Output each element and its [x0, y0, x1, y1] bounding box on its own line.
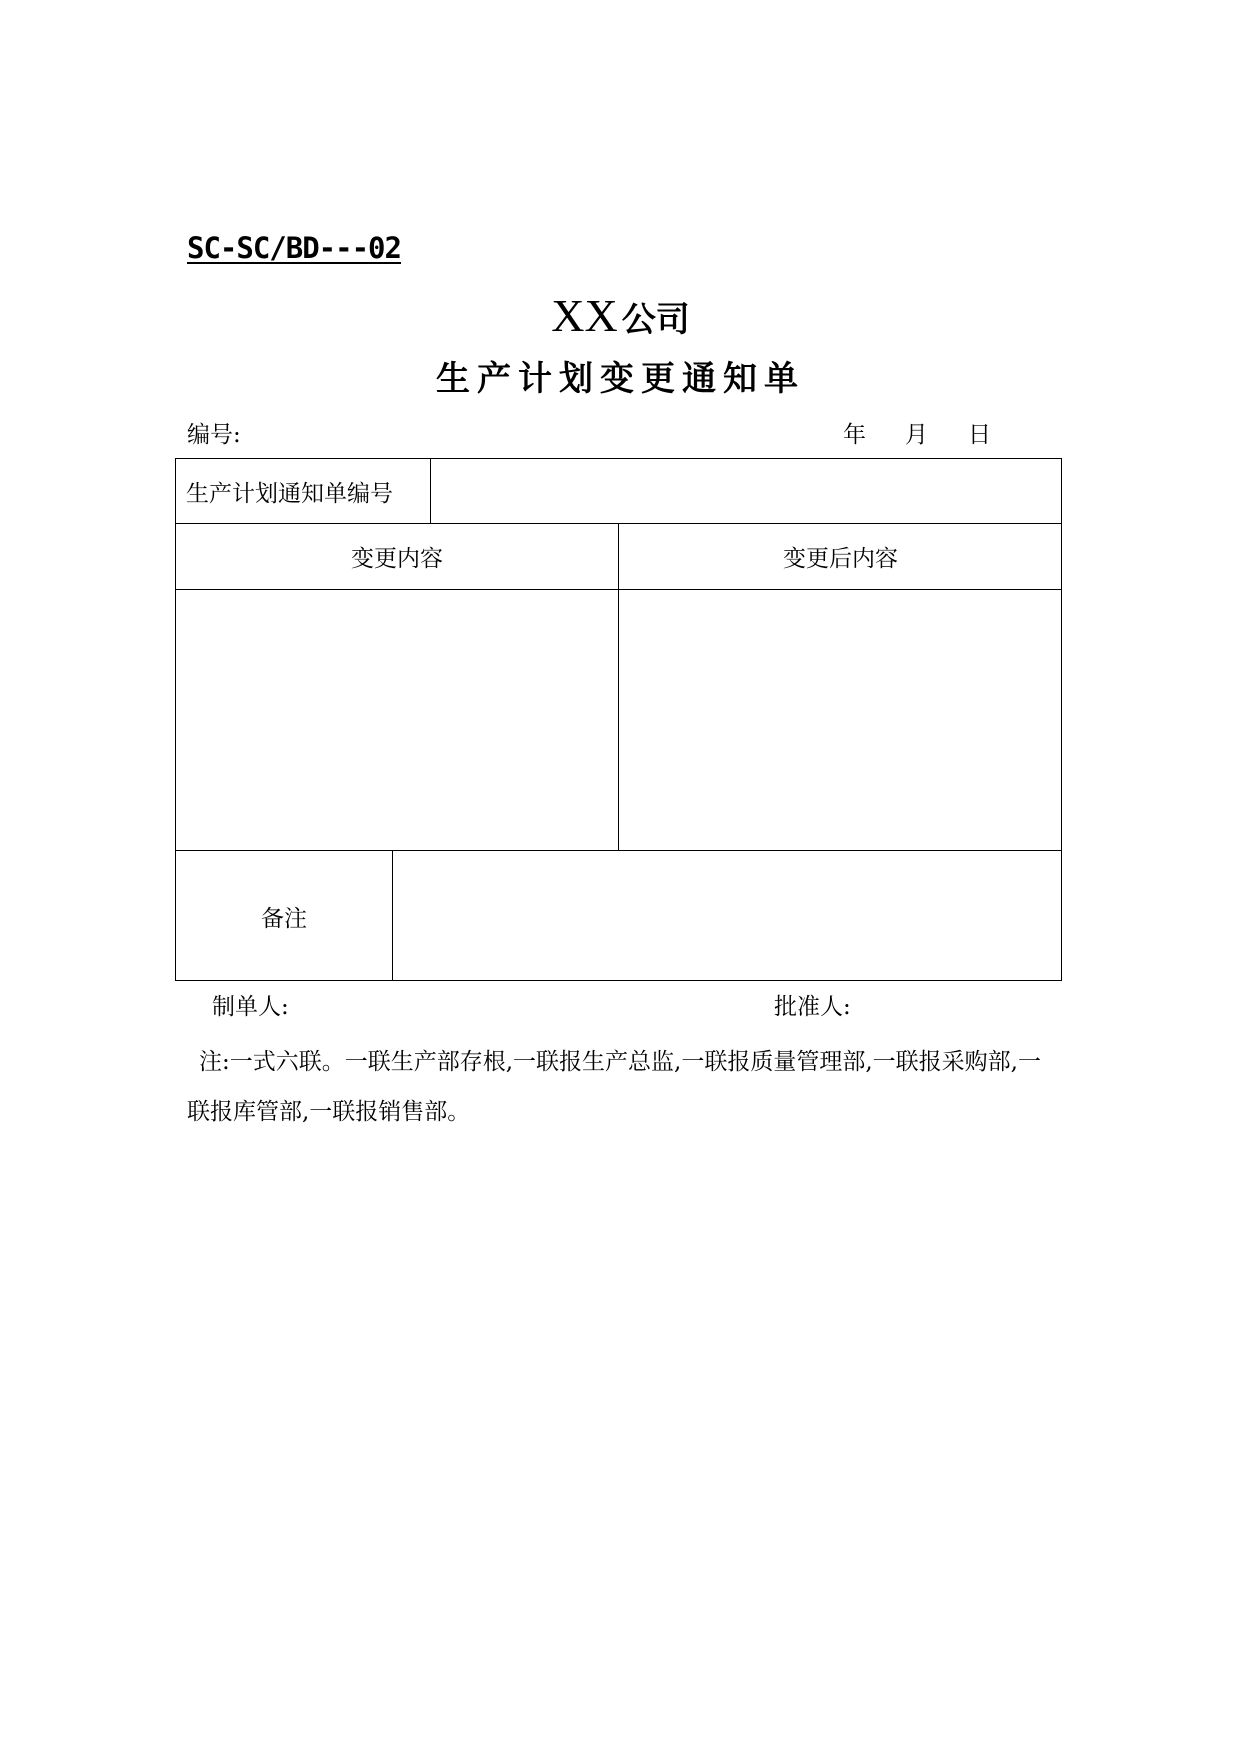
changed-content-header: 变更后内容	[783, 545, 898, 572]
change-content-header: 变更内容	[351, 545, 443, 572]
plan-notice-number-label: 生产计划通知单编号	[186, 480, 393, 507]
company-name: 公司	[621, 300, 690, 340]
signers-line	[212, 990, 1072, 1024]
remarks-label: 备注	[261, 905, 307, 932]
month-label: 月	[905, 422, 928, 448]
company-prefix: XX	[551, 290, 618, 341]
approved-by-label: 批准人:	[774, 994, 851, 1020]
company-title	[0, 286, 1241, 356]
year-label: 年	[843, 422, 866, 448]
remarks-field[interactable]	[394, 852, 1061, 980]
col-divider-remarks	[392, 850, 393, 980]
row-divider-3	[176, 850, 1061, 851]
plan-notice-number-field[interactable]	[432, 459, 1061, 523]
col-divider-content	[618, 523, 619, 850]
col-divider-row1	[430, 459, 431, 523]
prepared-by-label: 制单人:	[212, 994, 289, 1020]
meta-line	[187, 418, 1047, 452]
form-title: 生产计划变更通知单	[436, 359, 805, 399]
change-notice-table	[175, 458, 1062, 981]
change-content-field[interactable]	[176, 591, 618, 850]
document-code: SC-SC/BD---02	[187, 231, 401, 265]
day-label: 日	[968, 422, 991, 448]
number-label: 编号:	[187, 422, 241, 448]
changed-content-field[interactable]	[620, 591, 1061, 850]
distribution-note: 注:一式六联。一联生产部存根,一联报生产总监,一联报质量管理部,一联报采购部,一联报库管部,一联报销售部。	[187, 1049, 1041, 1125]
